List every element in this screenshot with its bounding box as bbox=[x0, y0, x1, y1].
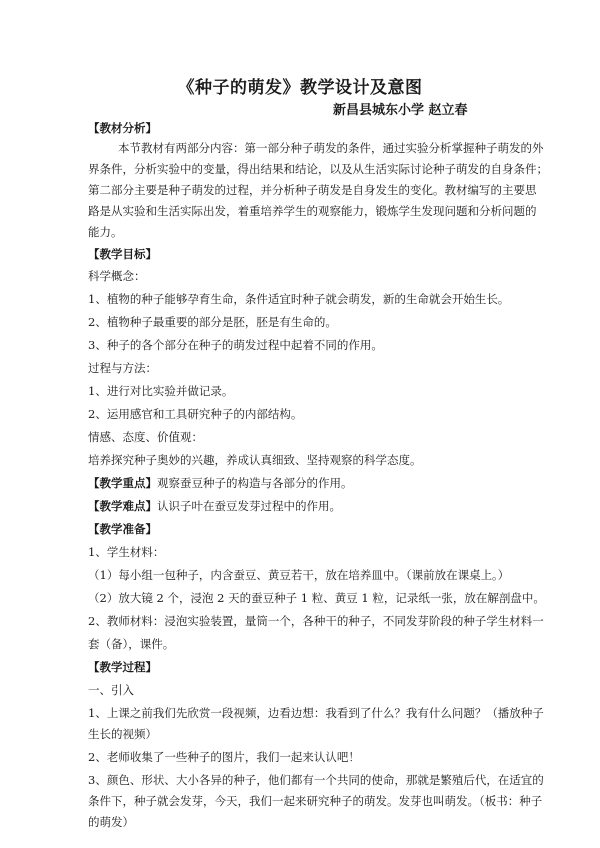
difficult-point-line bbox=[88, 499, 341, 513]
difficult-point-text: 认识子叶在蚕豆发芽过程中的作用。 bbox=[157, 499, 341, 513]
section-heading-prep: 【教学准备】 bbox=[88, 522, 157, 536]
process-method-label: 过程与方法： bbox=[88, 361, 157, 375]
analysis-line: 第二部分主要是种子萌发的过程，并分析种子萌发是自身发生的变化。教材编写的主要思 bbox=[88, 183, 537, 197]
science-concept-item: 3、种子的各个部分在种子的萌发过程中起着不同的作用。 bbox=[88, 338, 383, 352]
section-heading-goals: 【教学目标】 bbox=[88, 247, 157, 261]
teacher-materials-line: 2、教师材料：浸泡实验装置，量筒一个，各种干的种子，不同发芽阶段的种子学生材料一 bbox=[88, 614, 544, 628]
student-material-item: （2）放大镜 2 个，浸泡 2 天的蚕豆种子 1 粒、黄豆 1 粒，记录纸一张，放在解剖盘中。 bbox=[88, 591, 545, 605]
analysis-line: 路是从实验和生活实际出发，着重培养学生的观察能力，锻炼学生发现问题和分析问题的 bbox=[88, 204, 537, 218]
student-materials-label: 1、学生材料： bbox=[88, 545, 165, 559]
process-line: 条件下，种子就会发芽，今天，我们一起来研究种子的萌发。发芽也叫萌发。（板书：种子 bbox=[88, 794, 543, 808]
process-method-item: 1、进行对比实验并做记录。 bbox=[88, 384, 234, 398]
section-heading-difficult: 【教学难点】 bbox=[88, 499, 157, 513]
science-concept-item: 2、植物种子最重要的部分是胚，胚是有生命的。 bbox=[88, 315, 337, 329]
page-title: 《种子的萌发》教学设计及意图 bbox=[177, 78, 423, 98]
student-material-item: （1）每小组一包种子，内含蚕豆、黄豆若干，放在培养皿中。（课前放在课桌上。） bbox=[88, 568, 510, 582]
section-heading-analysis: 【教材分析】 bbox=[88, 121, 157, 135]
process-line: 3、颜色、形状、大小各异的种子，他们都有一个共同的使命，那就是繁殖后代，在适宜的 bbox=[88, 773, 544, 787]
process-line: 1、上课之前我们先欣赏一段视频，边看边想：我看到了什么？我有什么问题？（播放种子 bbox=[88, 706, 544, 720]
section-heading-process: 【教学过程】 bbox=[88, 660, 157, 674]
author-line: 新昌县城东小学 赵立春 bbox=[333, 103, 468, 118]
key-point-line bbox=[88, 476, 353, 490]
science-concept-label: 科学概念： bbox=[88, 269, 146, 283]
teacher-materials-line: 套（备），课件。 bbox=[88, 637, 175, 651]
section-heading-key: 【教学重点】 bbox=[88, 476, 157, 490]
process-line: 2、老师收集了一些种子的图片，我们一起来认认吧！ bbox=[88, 750, 360, 764]
attitude-text: 培养探究种子奥妙的兴趣，养成认真细致、坚持观察的科学态度。 bbox=[88, 453, 422, 467]
key-point-text: 观察蚕豆种子的构造与各部分的作用。 bbox=[157, 476, 353, 490]
analysis-line: 界条件，分析实验中的变量，得出结果和结论，以及从生活实际讨论种子萌发的自身条件； bbox=[88, 162, 548, 176]
process-line: 生长的视频） bbox=[88, 727, 157, 741]
attitude-label: 情感、态度、价值观： bbox=[88, 430, 203, 444]
process-method-item: 2、运用感官和工具研究种子的内部结构。 bbox=[88, 407, 303, 421]
process-part-heading: 一、引入 bbox=[88, 683, 134, 697]
science-concept-item: 1、植物的种子能够孕育生命，条件适宜时种子就会萌发，新的生命就会开始生长。 bbox=[88, 292, 510, 306]
analysis-line: 能力。 bbox=[88, 225, 123, 239]
analysis-line: 本节教材有两部分内容：第一部分种子萌发的条件，通过实验分析掌握种子萌发的外 bbox=[118, 141, 544, 155]
process-line: 的萌发） bbox=[88, 815, 134, 829]
